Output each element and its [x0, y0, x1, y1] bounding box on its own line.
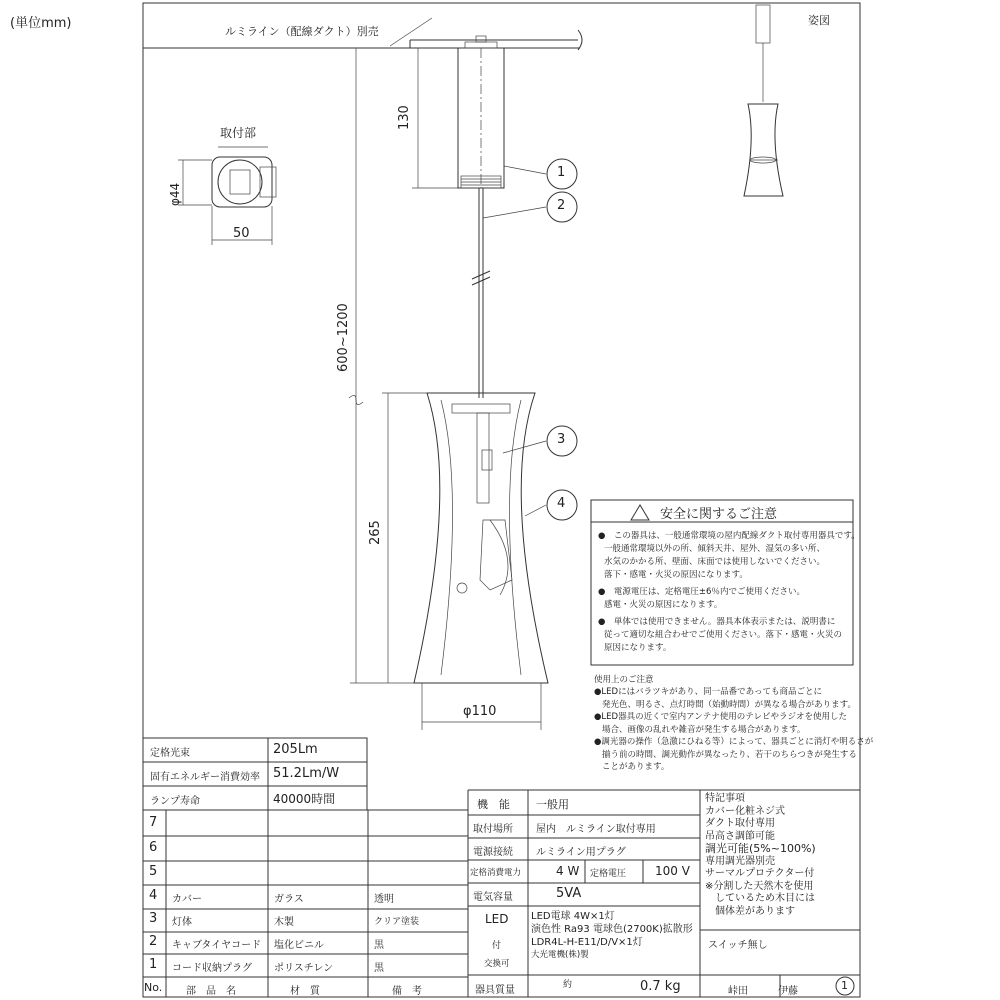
- header-note: 備 考: [392, 986, 422, 997]
- power-cord: [472, 188, 490, 398]
- part-no: 5: [149, 864, 158, 879]
- dim-diameter: φ110: [463, 704, 497, 719]
- duct-label: ルミライン（配線ダクト）別売: [225, 25, 379, 38]
- callout-4: 4: [557, 496, 566, 511]
- part-note: 透明: [374, 894, 394, 905]
- lamp-shade: [414, 393, 548, 683]
- volt-value: 100 V: [655, 864, 690, 878]
- callout-1: 1: [557, 165, 566, 180]
- weight-approx: 約: [563, 980, 573, 990]
- part-name: カバー: [172, 894, 202, 905]
- spec-lifetime-value: 40000時間: [273, 792, 336, 806]
- part-no: 4: [149, 888, 158, 903]
- signature-names: 峠田 伊藤: [728, 986, 798, 997]
- safety-item-1: ● この器具は、一般通常環境の屋内配線ダクト取付専用器具です。 一般通常環境以外の所、傾斜天井、屋外、湿気の多い所、 水気のかかる所、壁面、床面では使用しないでください。 落下・感電・火災の原因になります。: [598, 531, 860, 580]
- func-value: 一般用: [536, 798, 569, 811]
- mount-label: 取付部: [220, 126, 257, 140]
- view-label: 姿図: [808, 14, 830, 27]
- conn-value: ルミライン用プラグ: [536, 847, 626, 858]
- spec-luminous-flux-label: 定格光束: [150, 748, 190, 759]
- volt-label: 定格電圧: [590, 869, 627, 879]
- part-no: 3: [149, 911, 158, 926]
- special-notes: 特記事項 カバー化粧ネジ式 ダクト取付専用 吊高さ調節可能 調光可能(5%~100%) 専用調光器別売 サーマルプロテクター付 ※分割した天然木を使用 しているため木目には 個体差があります: [705, 793, 816, 917]
- dim-shade: 265: [368, 520, 383, 545]
- safety-item-3: ● 単体では使用できません。器具本体表示または、説明書に 従って適切な組合わせでご使用ください。落下・感電・火災の 原因になります。: [598, 617, 843, 653]
- part-no: 2: [149, 934, 158, 949]
- dim-top: 130: [397, 105, 412, 130]
- callout-leaders: [483, 159, 577, 520]
- safety-title: 安全に関するご注意: [660, 507, 778, 522]
- led-attached-label: 付: [492, 941, 502, 951]
- dimension-lines: [349, 48, 541, 730]
- part-name: キャブタイヤコード: [172, 940, 262, 951]
- usage-title: 使用上のご注意: [594, 675, 654, 685]
- part-no: 7: [149, 815, 158, 830]
- part-note: クリア塗装: [374, 917, 420, 927]
- part-no: 1: [149, 957, 158, 972]
- perspective-sketch: [744, 5, 783, 196]
- dim-mount-width: 50: [233, 226, 250, 241]
- part-no: 6: [149, 840, 158, 855]
- spec-efficiency-label: 固有エネルギー消費効率: [150, 772, 260, 783]
- usage-notes: ●LEDにはバラツキがあり、同一品番であっても商品ごとに 発光色、明るさ、点灯時間（始動時間）が異なる場合があります。 ●LED器具の近くで室内アンテナ使用のテレビやラジオを使用した 場合、画像の乱れや雑音が発生する場合があります。 ●調光器の操作（急激にひねる等）によって、器具ごとに消灯や明るさが 揃う前の時間、調光動作が異なったり、若干のちらつきが発生する ことがあります。: [594, 687, 874, 772]
- callout-3: 3: [557, 432, 566, 447]
- place-label: 取付場所: [473, 824, 513, 835]
- place-value: 屋内 ルミライン取付専用: [536, 824, 656, 835]
- plug-body: [458, 36, 504, 188]
- switch-note: スイッチ無し: [708, 940, 768, 951]
- part-note: 黒: [374, 940, 384, 951]
- spec-efficiency-value: 51.2Lm/W: [273, 766, 340, 781]
- header-no: No.: [144, 981, 163, 994]
- callout-2: 2: [557, 198, 566, 213]
- conn-label: 電源接続: [473, 847, 513, 858]
- func-label: 機 能: [477, 798, 510, 811]
- sheet-number: 1: [841, 979, 848, 992]
- spec-luminous-flux-value: 205Lm: [273, 742, 318, 757]
- weight-label: 器具質量: [475, 985, 515, 996]
- cap-label: 電気容量: [473, 892, 513, 903]
- part-material: ポリスチレン: [274, 963, 334, 974]
- part-name: コード収納プラグ: [172, 963, 252, 974]
- led-details: LED電球 4W×1灯 演色性 Ra93 電球色(2700K)拡散形 LDR4L-H-E11/D/V×1灯 大光電機(株)製: [531, 911, 693, 960]
- dim-mount-diameter: φ44: [168, 182, 182, 206]
- header-name: 部 品 名: [186, 986, 236, 997]
- spec-lifetime-label: ランプ寿命: [150, 796, 200, 807]
- unit-label: (単位mm): [10, 16, 72, 31]
- part-material: 塩化ビニル: [274, 940, 324, 951]
- weight-value: 0.7 kg: [640, 979, 681, 994]
- header-material: 材 質: [290, 986, 320, 997]
- cap-value: 5VA: [556, 886, 582, 901]
- part-material: 木製: [274, 917, 294, 928]
- part-name: 灯体: [172, 917, 192, 928]
- led-label: LED: [485, 912, 509, 926]
- power-value: 4 W: [556, 864, 580, 878]
- part-material: ガラス: [274, 894, 304, 905]
- led-replaceable-label: 交換可: [484, 959, 510, 969]
- power-label: 定格消費電力: [470, 868, 522, 878]
- part-note: 黒: [374, 963, 384, 974]
- warning-icon: [631, 505, 649, 520]
- mount-detail: [178, 147, 276, 245]
- dim-drop: 600~1200: [336, 303, 351, 372]
- safety-item-2: ● 電源電圧は、定格電圧±6％内でご使用ください。 感電・火災の原因になります。: [598, 587, 805, 610]
